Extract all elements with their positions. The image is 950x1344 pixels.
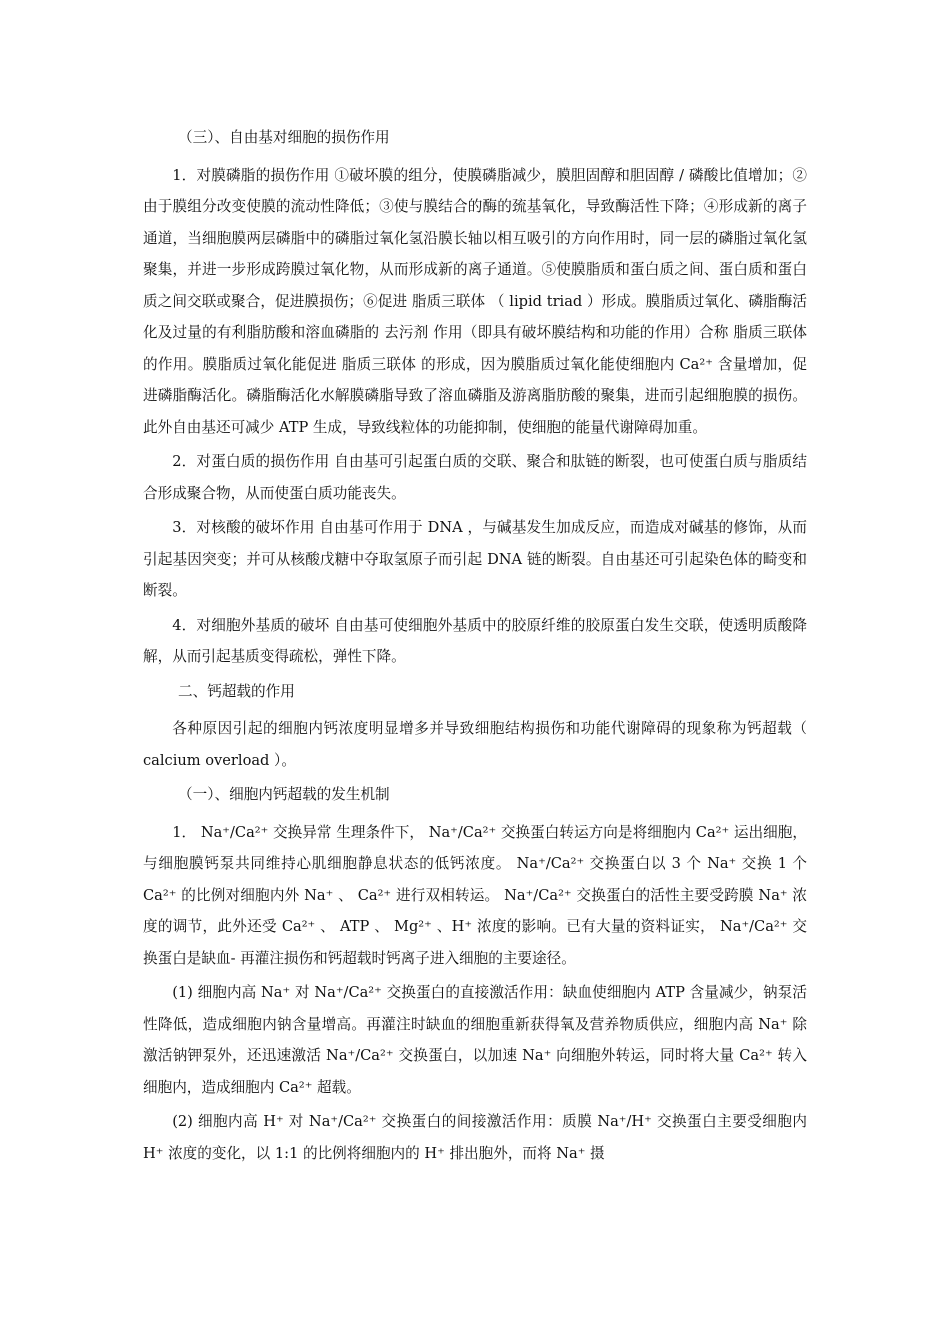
section-heading-calcium-overload: 二、钙超载的作用 (178, 682, 295, 700)
paragraph-extracellular-matrix-damage: 4．对细胞外基质的破坏 自由基可使细胞外基质中的胶原纤维的胶原蛋白发生交联，使透明质酸降解，从而引起基质变得疏松，弹性下降。 (143, 616, 807, 665)
section-heading-free-radical-damage: （三）、自由基对细胞的损伤作用 (178, 129, 390, 146)
section-heading-mechanism: （一）、细胞内钙超载的发生机制 (178, 786, 390, 803)
paragraph-na-ca-exchange: 1． Na⁺/Ca²⁺ 交换异常 生理条件下， Na⁺/Ca²⁺ 交换蛋白转运方向是将细胞内 Ca²⁺ 运出细胞，与细胞膜钙泵共同维持心肌细胞静息状态的低钙浓度。 Na⁺/Ca²⁺ 交换蛋白以 3 个 Na⁺ 交换 1 个 Ca²⁺ 的比例对细胞内外 Na⁺ 、 Ca²⁺ 进行双相转运。 Na⁺/Ca²⁺ 交换蛋白的活性主要受跨膜 Na⁺ 浓度的调节，此外还受 Ca²⁺ 、 ATP 、 Mg²⁺ 、H⁺ 浓度的影响。已有大量的资料证实， Na⁺/Ca²⁺ 交换蛋白是缺血- 再灌注损伤和钙超载时钙离子进入细胞的主要途径。 (143, 823, 807, 967)
paragraph-protein-damage: 2．对蛋白质的损伤作用 自由基可引起蛋白质的交联、聚合和肽链的断裂，也可使蛋白质与脂质结合形成聚合物，从而使蛋白质功能丧失。 (143, 453, 807, 502)
paragraph-high-intracellular-na: (1) 细胞内高 Na⁺ 对 Na⁺/Ca²⁺ 交换蛋白的直接激活作用：缺血使细胞内 ATP 含量减少，钠泵活性降低，造成细胞内钠含量增高。再灌注时缺血的细胞重新获得氧及营养物质供应，细胞内高 Na⁺ 除激活钠钾泵外，还迅速激活 Na⁺/Ca²⁺ 交换蛋白，以加速 Na⁺ 向细胞外转运，同时将大量 Ca²⁺ 转入细胞内，造成细胞内 Ca²⁺ 超载。 (143, 984, 807, 1096)
paragraph-high-intracellular-h: (2) 细胞内高 H⁺ 对 Na⁺/Ca²⁺ 交换蛋白的间接激活作用：质膜 Na⁺/H⁺ 交换蛋白主要受细胞内 H⁺ 浓度的变化，以 1:1 的比例将细胞内的 H⁺ 排出胞外，而将 Na⁺ 摄 (143, 1113, 807, 1162)
paragraph-calcium-overload-definition: 各种原因引起的细胞内钙浓度明显增多并导致细胞结构损伤和功能代谢障碍的现象称为钙超载（ calcium overload ）。 (143, 720, 807, 769)
paragraph-membrane-phospholipid-damage: 1．对膜磷脂的损伤作用 ①破坏膜的组分，使膜磷脂减少，膜胆固醇和胆固醇 / 磷酸比值增加；②由于膜组分改变使膜的流动性降低；③使与膜结合的酶的巯基氧化，导致酶活性下降；④形成新的离子通道，当细胞膜两层磷脂中的磷脂过氧化氢沿膜长轴以相互吸引的方向作用时，同一层的磷脂过氧化氢聚集，并进一步形成跨膜过氧化物，从而形成新的离子通道。⑤使膜脂质和蛋白质之间、蛋白质和蛋白质之间交联或聚合，促进膜损伤；⑥促进 脂质三联体 （ lipid triad ）形成。膜脂质过氧化、磷脂酶活化及过量的有利脂肪酸和溶血磷脂的 去污剂 作用（即具有破坏膜结构和功能的作用）合称 脂质三联体 的作用。膜脂质过氧化能促进 脂质三联体 的形成，因为膜脂质过氧化能使细胞内 Ca²⁺ 含量增加，促进磷脂酶活化。磷脂酶活化水解膜磷脂导致了溶血磷脂及游离脂肪酸的聚集，进而引起细胞膜的损伤。此外自由基还可减少 ATP 生成，导致线粒体的功能抑制，使细胞的能量代谢障碍加重。 (143, 166, 807, 436)
paragraph-nucleic-acid-damage: 3．对核酸的破坏作用 自由基可作用于 DNA ，与碱基发生加成反应，而造成对碱基的修饰，从而引起基因突变；并可从核酸戊糖中夺取氢原子而引起 DNA 链的断裂。自由基还可引起染色体的畸变和断裂。 (143, 519, 807, 599)
